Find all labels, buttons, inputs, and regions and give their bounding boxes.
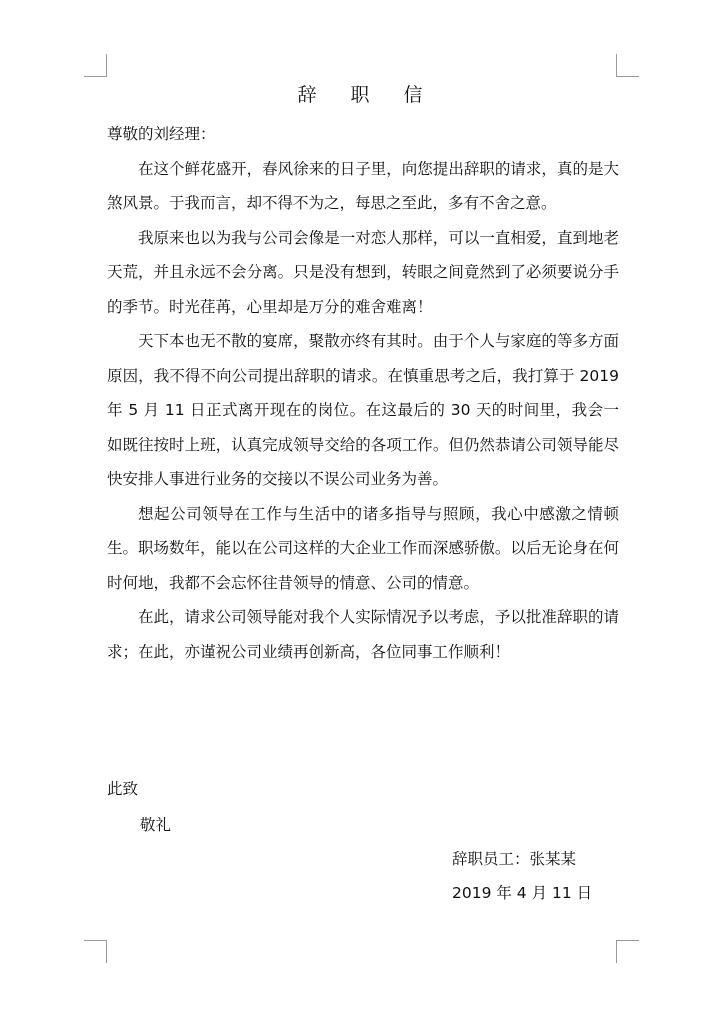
crop-mark-bottom-left: [84, 940, 107, 963]
crop-mark-top-left: [84, 54, 107, 77]
letter-title: 辞 职 信: [297, 84, 437, 106]
salutation: 尊敬的刘经理：: [107, 125, 216, 143]
crop-mark-bottom-right: [616, 940, 639, 963]
paragraph-2: 我原来也以为我与公司会像是一对恋人那样，可以一直相爱，直到地老天荒，并且永远不会分离。只是没有想到，转眼之间竟然到了必须要说分手的季节。时光荏苒，心里却是万分的难舍难离！: [107, 228, 619, 316]
paragraph-5: 在此，请求公司领导能对我个人实际情况予以考虑，予以批准辞职的请求；在此，亦谨祝公司业绩再创新高，各位同事工作顺利！: [107, 608, 619, 661]
paragraph-4: 想起公司领导在工作与生活中的诸多指导与照顾，我心中感激之情顿生。职场数年，能以在公司这样的大企业工作而深感骄傲。以后无论身在何时何地，我都不会忘怀往昔领导的情意、公司的情意。: [107, 504, 619, 592]
paragraph-3: 天下本也无不散的宴席，聚散亦终有其时。由于个人与家庭的等多方面原因，我不得不向公司提出辞职的请求。在慎重思考之后，我打算于 2019 年 5 月 11 日正式离开现在的岗位。在这最后的 30 天的时间里，我会一如既往按时上班，认真完成领导交给的各项工作。但仍然恭请公司领导能尽快安排人事进行业务的交接以不误公司业务为善。: [107, 332, 619, 488]
paragraph-1: 在这个鲜花盛开，春风徐来的日子里，向您提出辞职的请求，真的是大煞风景。于我而言，却不得不为之，每思之至此，多有不舍之意。: [107, 159, 619, 212]
letter-body: [107, 117, 619, 669]
closing: 此致: [107, 780, 139, 798]
regards: 敬礼: [140, 816, 172, 834]
crop-mark-top-right: [616, 54, 639, 77]
letter-date: 2019 年 4 月 11 日: [452, 884, 593, 902]
signer: 辞职员工：张某某: [452, 850, 577, 868]
